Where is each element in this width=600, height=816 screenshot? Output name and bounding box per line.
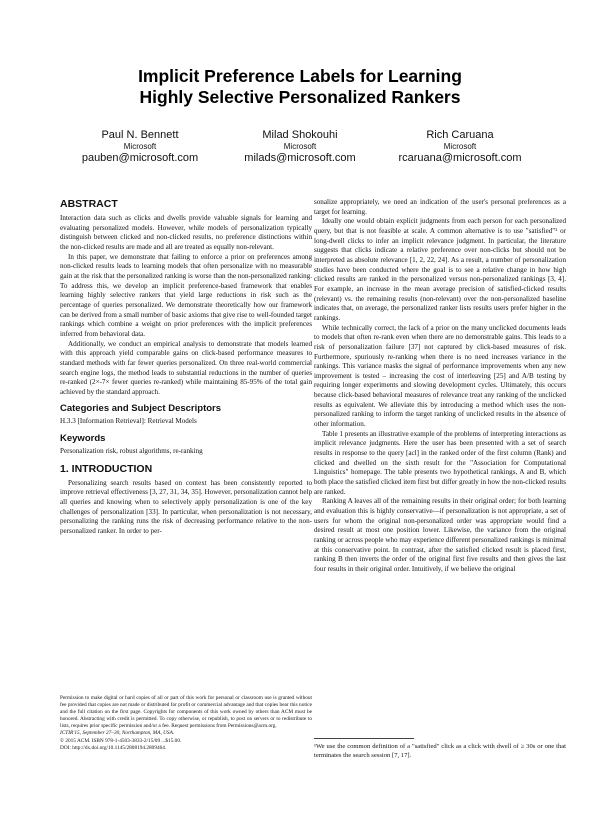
author-name: Rich Caruana xyxy=(426,129,494,141)
author-block xyxy=(60,128,540,168)
body-paragraph-1: sonalize appropriately, we need an indication of the user's personal preferences as a target for learning. xyxy=(314,198,566,216)
author-email: milads@microsoft.com xyxy=(244,152,356,164)
author-affiliation: Microsoft xyxy=(443,142,477,151)
permission-notice xyxy=(60,695,312,752)
body-paragraph-3: While technically correct, the lack of a prior on the many unclicked documents leads to models that often re-rank even when there are no demonstrable gains. This leads to a risk of personalization failure [37] not captured by click-based measures of risk. Furthermore, spuriously re-ranking when there is no need increases variance in the rankings. This variance masks the signal of performance improvements when any new improvement is tested – increasing the cost of interleaving [25] and A/B testing by requiring longer experiments and slowing development cycles. Ultimately, this occurs because click-based behavioral measures of relevance treat any ranking of the unclicked results as equivalent. We alleviate this by introducing a method which uses the non-personalized ranking to inform the target ranking of unclicked results in the absence of other information. xyxy=(314,323,566,429)
author-email: rcaruana@microsoft.com xyxy=(398,152,522,164)
title-line-2: Highly Selective Personalized Rankers xyxy=(139,87,461,107)
abstract-paragraph-3: Additionally, we conduct an empirical analysis to demonstrate that models learned with this approach yield comparable gains on click-based performance measures to standard methods with far fewer queries personalized. On three real-world commercial search engine logs, the method leads to substantial reductions in the number of queries re-ranked (2×-7× fewer queries re-ranked) while maintaining 85-95% of the total gain achieved by the standard approach. xyxy=(60,339,312,396)
categories-text: H.3.3 [Information Retrieval]: Retrieval Models xyxy=(60,417,197,426)
copyright-line: © 2015 ACM. ISBN 978-1-4503-3833-2/15/09 ...$15.00. xyxy=(60,737,182,744)
author-name: Milad Shokouhi xyxy=(262,129,338,141)
abstract-paragraph-1: Interaction data such as clicks and dwells provide valuable signals for learning and evaluating personalized models. However, while models of personalization typically distinguish between clicked and non-clicked results, no preference distinctions within the non-clicked results are made and all are treated as equally non-relevant. xyxy=(60,214,312,251)
right-column xyxy=(314,198,566,575)
author-3 xyxy=(380,128,540,165)
abstract-paragraph-2: In this paper, we demonstrate that failing to enforce a prior on preferences among non-clicked results leads to learning models that often personalize with no measurable gain at the risk that the personalized ranking is worse than the non-personalized ranking. To address this, we develop an implicit preference-based framework that enables learning highly selective rankers that yield large reductions in risk such as the percentage of queries personalized. We demonstrate theoretically how our framework can be derived from a small number of basic axioms that give rise to well-founded target rankings which combine a weight on prior preferences with the implicit preferences inferred from behavioral data. xyxy=(60,252,312,338)
author-1 xyxy=(60,128,220,165)
introduction-paragraph-1: Personalizing search results based on context has been consistently reported to improve retrieval effectiveness [3, 27, 31, 34, 35]. However, personalization cannot help all queries and knowing when to selectively apply personalization is one of the key challenges of personalization [33]. In particular, when personalization is not necessary, personalizing the ranking runs the risk of decreasing performance relative to the non-personalized ranker. In order to per- xyxy=(60,478,312,536)
footnote xyxy=(314,738,566,760)
author-email: pauben@microsoft.com xyxy=(81,152,199,164)
keywords-heading: Keywords xyxy=(60,433,106,445)
keywords-text: Personalization risk, robust algorithms, re-ranking xyxy=(60,447,203,456)
paper-title xyxy=(0,66,600,108)
title-line-1: Implicit Preference Labels for Learning xyxy=(138,66,462,86)
author-2 xyxy=(220,128,380,165)
body-paragraph-4: Table 1 presents an illustrative example of the problems of interpreting interactions as implicit relevance judgments. Here the user has been presented with a set of search results in response to the query [acl] in the ranked order of the first column (Rank) and clicked and dwelled on the sixth result for the "Association for Computational Linguistics" homepage. The table presents two hypothetical rankings, A and B, which both place the satisfied clicked item first but differ greatly in how the non-clicked results are ranked. xyxy=(314,429,567,496)
categories-heading: Categories and Subject Descriptors xyxy=(60,403,222,415)
body-paragraph-5: Ranking A leaves all of the remaining results in their original order; for both learning and evaluation this is highly conservative—if personalization is not appropriate, a set of users for whom the original non-personalized order was appropriate would find a desired result at most one position lower. Likewise, the variance from the original ranking or across people who may experience different personalized rankings is minimal at this conservative point. In contrast, after the satisfied clicked result is placed first, ranking B then inverts the order of the original first five results and then gives the last four results in their original order. Intuitively, if we believe the original xyxy=(314,497,566,573)
venue-line: ICTIR'15, September 27–30, Northampton, MA, USA. xyxy=(60,730,175,737)
left-column xyxy=(60,198,312,537)
introduction-heading: 1. INTRODUCTION xyxy=(60,462,153,475)
author-name: Paul N. Bennett xyxy=(101,129,179,141)
body-paragraph-2: Ideally one would obtain explicit judgments from each person for each personalized query, but that is not feasible at scale. A common alternative is to use "satisfied"¹ or long-dwell clicks to infer an implicit relevance judgment. In particular, the literature suggests that clicks indicate a relative preference over non-clicks but should not be interpreted as absolute relevance [1, 2, 22, 24]. As a result, a number of personalization studies have been conducted where the goal is to see a relative change in how high clicked results are ranked in the personalized versus non-personalized rankings [3, 4]. For example, an increase in the mean average precision of satisfied-clicked results (relevant) vs. the remaining results (non-relevant) over the non-personalized baseline indicates that, on average, the personalized ranker lists results users prefer higher in the rankings. xyxy=(314,217,566,322)
permission-text: Permission to make digital or hard copies of all or part of this work for personal or classroom use is granted without fee provided that copies are not made or distributed for profit or commercial advantage and that copies bear this notice and the full citation on the first page. Copyrights for components of this work owned by others than ACM must be honored. Abstracting with credit is permitted. To copy otherwise, or republish, to post on servers or to redistribute to lists, requires prior specific permission and/or a fee. Request permissions from Permissions@acm.org. xyxy=(60,695,312,730)
abstract-heading: ABSTRACT xyxy=(60,198,118,210)
doi-line: DOI: http://dx.doi.org/10.1145/2808194.2809464. xyxy=(60,744,167,751)
footnote-text: ¹We use the common definition of a "satisfied" click as a click with dwell of ≥ 30s or one that terminates the search session [7, 17]. xyxy=(314,743,566,759)
footnote-rule xyxy=(314,738,414,739)
author-affiliation: Microsoft xyxy=(283,142,317,151)
author-affiliation: Microsoft xyxy=(123,142,157,151)
